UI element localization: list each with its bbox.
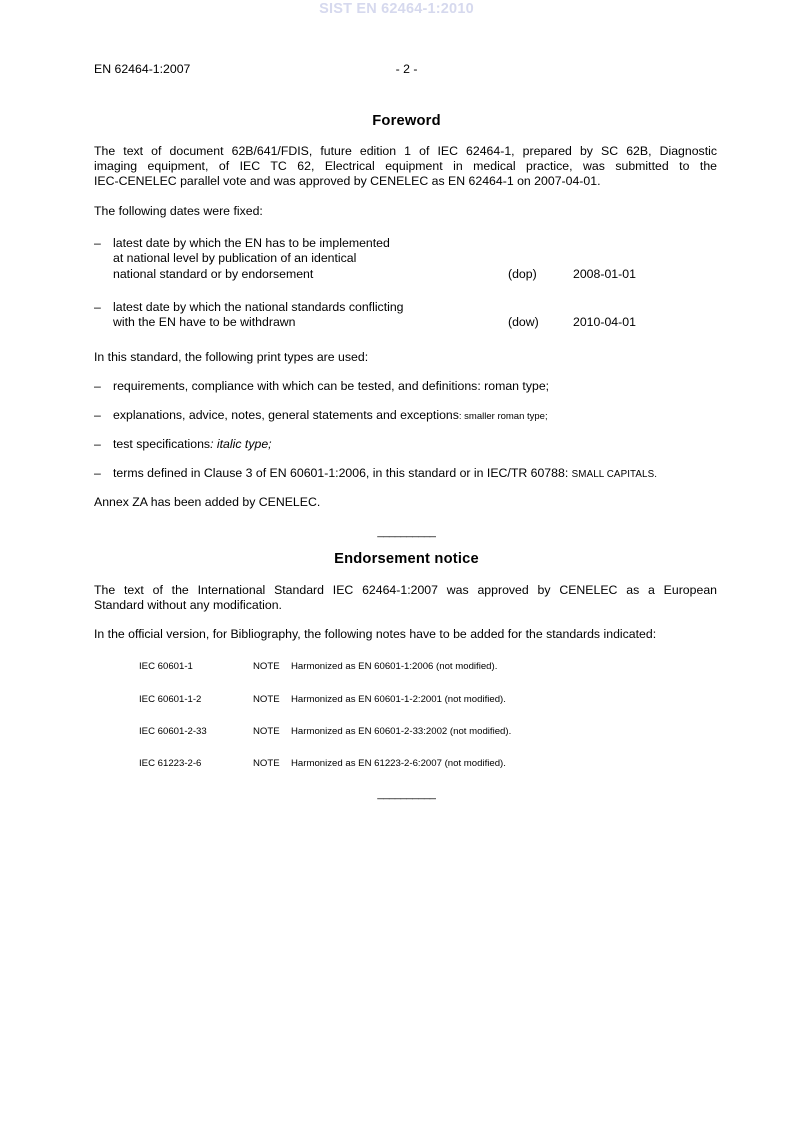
print-types-intro: In this standard, the following print types are used: (94, 350, 369, 364)
note-text: Harmonized as EN 60601-2-33:2002 (not modified). (291, 726, 512, 737)
print-type-smaller-roman-main: explanations, advice, notes, general statements and exceptions (113, 408, 459, 422)
note-label: NOTE (253, 661, 280, 672)
list-dash: – (94, 236, 101, 250)
note-label: NOTE (253, 758, 280, 769)
foreword-intro-line: IEC-CENELEC parallel vote and was approved by CENELEC as EN 62464-1 on 2007-04-01. (94, 174, 601, 188)
header-doc-id: EN 62464-1:2007 (94, 62, 191, 76)
endorsement-title: Endorsement notice (334, 551, 479, 567)
list-dash: – (94, 408, 101, 422)
print-type-small-capitals-suffix: SMALL CAPITALS. (571, 469, 658, 480)
endorsement-text-line: Standard without any modification. (94, 598, 282, 612)
list-dash: – (94, 437, 101, 451)
note-standard: IEC 61223-2-6 (139, 758, 202, 769)
date-item-dop-date: 2008-01-01 (573, 267, 636, 281)
note-text: Harmonized as EN 60601-1-2:2001 (not modified). (291, 694, 506, 705)
print-type-roman-text: requirements, compliance with which can be tested, and definitions: roman type; (113, 379, 550, 393)
note-text: Harmonized as EN 60601-1:2006 (not modified). (291, 661, 498, 672)
print-type-smaller-roman-text (113, 408, 548, 424)
note-standard: IEC 60601-1-2 (139, 694, 202, 705)
endorsement-text (94, 583, 717, 613)
list-dash: – (94, 466, 101, 480)
dates-intro: The following dates were fixed: (94, 204, 263, 218)
date-item-dow-line: with the EN have to be withdrawn (113, 315, 296, 329)
endorsement-text-line: The text of the International Standard IEC 62464-1:2007 was approved by CENELEC as a European (94, 583, 717, 597)
note-standard: IEC 60601-2-33 (139, 726, 207, 737)
date-item-dow-date: 2010-04-01 (573, 315, 636, 329)
list-dash: – (94, 300, 101, 314)
foreword-intro-line: imaging equipment, of IEC TC 62, Electrical equipment in medical practice, was submitted to the (94, 159, 717, 173)
bibliography-intro: In the official version, for Bibliography, the following notes have to be added for the standards indicated: (94, 627, 657, 641)
foreword-intro-line: The text of document 62B/641/FDIS, future edition 1 of IEC 62464-1, prepared by SC 62B, Diagnostic (94, 144, 717, 158)
print-type-italic-suffix: : italic type; (210, 437, 272, 451)
date-item-dop-line: latest date by which the EN has to be implemented (113, 236, 390, 250)
print-type-small-capitals-main: terms defined in Clause 3 of EN 60601-1:2006, in this standard or in IEC/TR 60788: (113, 466, 572, 480)
print-type-italic-main: test specifications (113, 437, 211, 451)
date-item-dop-line: national standard or by endorsement (113, 267, 314, 281)
list-dash: – (94, 379, 101, 393)
separator-line: __________ (377, 526, 436, 538)
date-item-dow-abbr: (dow) (508, 315, 539, 329)
separator-line: __________ (377, 788, 436, 800)
annex-note: Annex ZA has been added by CENELEC. (94, 495, 321, 509)
note-standard: IEC 60601-1 (139, 661, 193, 672)
date-item-dop-abbr: (dop) (508, 267, 537, 281)
print-type-smaller-roman-suffix: : smaller roman type; (458, 411, 548, 422)
print-type-italic-text (113, 437, 272, 452)
print-type-small-capitals-text (113, 466, 657, 482)
header-page-number: - 2 - (395, 62, 418, 76)
note-text: Harmonized as EN 61223-2-6:2007 (not modified). (291, 758, 506, 769)
foreword-title: Foreword (372, 113, 441, 129)
date-item-dop-line: at national level by publication of an identical (113, 251, 357, 265)
note-label: NOTE (253, 694, 280, 705)
date-item-dow-line: latest date by which the national standards conflicting (113, 300, 404, 314)
foreword-intro (94, 144, 717, 189)
watermark: SIST EN 62464-1:2010 (319, 1, 474, 17)
note-label: NOTE (253, 726, 280, 737)
